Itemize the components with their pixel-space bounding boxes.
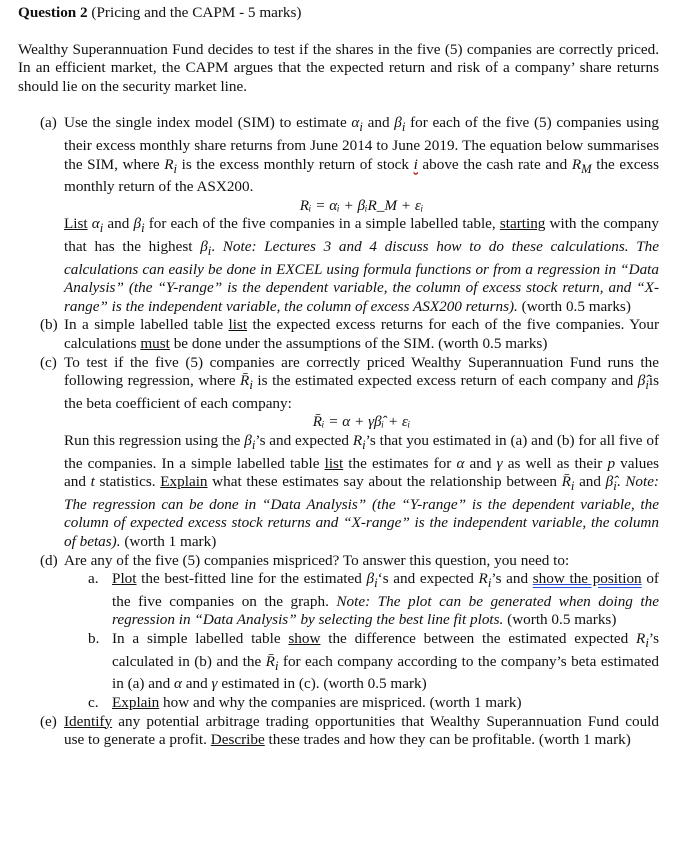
part-c-text: . xyxy=(616,473,626,491)
part-a-text: and xyxy=(362,114,395,132)
part-d-b-text: estimated in (c). (worth 0.5 mark) xyxy=(217,675,427,693)
subscript-i: i xyxy=(401,120,406,135)
subscript-i: i xyxy=(645,636,649,651)
subscript-i: i xyxy=(251,438,256,453)
subscript-i: i xyxy=(249,378,253,393)
subscript-i: i xyxy=(570,479,575,494)
part-d-b xyxy=(18,630,659,694)
part-d xyxy=(18,552,659,571)
R-symbol: R xyxy=(636,630,646,648)
part-d-text: Are any of the five (5) companies mispriced? To answer this question, you need to: xyxy=(64,551,570,569)
list-keyword: List xyxy=(64,215,88,233)
t-symbol: t xyxy=(90,473,95,491)
subscript-i: i xyxy=(487,576,492,591)
part-d-a-text: the best-fitted line for the estimated xyxy=(136,570,367,588)
alpha-symbol: α xyxy=(456,454,465,472)
part-d-b-text: ’s calculated in (b) and the xyxy=(112,630,659,670)
part-c-text: To test if the five (5) companies are correctly priced Wealthy Superannuation Fund runs the following regression, where xyxy=(64,353,659,390)
part-e-text: any potential arbitrage trading opportunities that Wealthy Superannuation Fund could use to generate a profit. xyxy=(64,712,659,749)
beta-symbol: β xyxy=(394,114,402,132)
explain-keyword: Explain xyxy=(160,473,208,491)
subscript-i: i xyxy=(645,378,649,393)
part-e xyxy=(18,713,659,750)
part-c-text: and xyxy=(464,454,497,472)
part-d-a-label: a. xyxy=(88,570,99,588)
part-d-b-text: In a simple labelled table xyxy=(112,630,289,648)
part-c-worth: (worth 1 mark) xyxy=(120,533,217,551)
subscript-i: i xyxy=(141,221,145,236)
part-c-instructions xyxy=(64,432,659,552)
part-d-a-note: Note: The plot can be generated when doing the regression in “Data Analysis” by selecting the best line fit plots. xyxy=(112,592,659,629)
part-e-text: these trades and how they can be profitable. (worth 1 mark) xyxy=(264,731,631,749)
part-d-b-text: the difference between the estimated expected xyxy=(320,630,637,648)
subscript-i: i xyxy=(274,658,279,673)
part-b-text: be done under the assumptions of the SIM. (worth 0.5 marks) xyxy=(169,335,548,353)
question-parts xyxy=(18,114,659,749)
subscript-M: M xyxy=(581,161,592,176)
part-d-b-label: b. xyxy=(88,630,100,648)
regression-equation: R̄ᵢ = α + γβ̂ᵢ + εᵢ xyxy=(312,413,411,431)
part-a-text: above the cash rate and xyxy=(417,155,572,173)
identify-keyword: Identify xyxy=(64,712,113,730)
part-a-text: for each of the five companies in a simple labelled table, xyxy=(144,215,500,233)
betahat-symbol: β̂ xyxy=(637,372,646,390)
alpha-symbol: α xyxy=(91,215,100,233)
part-a-text: is the excess monthly return of stock xyxy=(177,155,414,173)
R-symbol: R xyxy=(352,432,363,450)
part-c-text: ’s that you estimated in (a) and (b) for all five of the companies. In a simple labelled table xyxy=(64,432,659,472)
subscript-i: i xyxy=(374,576,378,591)
subscript-i: i xyxy=(99,221,104,236)
part-a-instructions: List $\alpha_i$ and $\beta_i$ for each of the five companies in a simple labelled table, starting with the company that has the highest $\beta_i$. Note: Lectures 3 and 4 discuss how to do these calculations. The calculations can easily be done in EXCEL using formula functions or from a regression in “Data Analysis” (the “Y-range” is the dependent variable, the column of excess stock return, and “X-range” is the independent variable, the column of excess ASX200 returns). (worth 0.5 marks) xyxy=(64,215,659,315)
plot-keyword: Plot xyxy=(112,570,137,588)
sim-equation: Rᵢ = αᵢ + βᵢR_M + εᵢ xyxy=(299,196,424,214)
beta-symbol: β xyxy=(133,215,142,233)
subscript-i: i xyxy=(613,479,617,494)
part-e-label: (e) xyxy=(40,712,57,730)
part-a-label: (a) xyxy=(40,114,57,132)
part-c-text: Run this regression using the xyxy=(64,432,245,450)
part-a-text: the excess monthly return of the ASX200. xyxy=(64,155,659,196)
part-c-text: ’s and expected xyxy=(255,432,353,450)
part-a-text: for each of the five (5) companies using their excess monthly share returns from June 2014 to June 2019. The equation below summarises the SIM, where xyxy=(64,114,659,173)
part-c-text: is the estimated expected excess return of each company and xyxy=(252,372,638,390)
explain-keyword: Explain xyxy=(112,693,160,711)
part-c-text: is the beta coefficient of each company: xyxy=(64,372,659,412)
RM-symbol: R xyxy=(571,155,582,173)
part-b-text: the expected excess returns for each of the five companies. Your calculations xyxy=(64,316,660,353)
part-c-text: what these estimates say about the relationship between xyxy=(207,473,562,491)
beta-symbol: β xyxy=(244,432,252,450)
alpha-symbol: α xyxy=(351,114,360,132)
part-d-c-label: c. xyxy=(88,693,99,711)
part-b-text: In a simple labelled table xyxy=(64,316,229,334)
part-c-text: and xyxy=(574,473,606,491)
betahat-symbol: β̂ xyxy=(605,473,614,491)
R-symbol: R xyxy=(164,155,174,173)
part-c-text: values and xyxy=(64,454,659,491)
intro-paragraph: Wealthy Superannuation Fund decides to test if the shares in the five (5) companies are correctly priced. In an efficient market, the CAPM argues that the expected return and risk of a company’ share returns should lie on the security market line. xyxy=(18,40,659,95)
part-d-c-text: how and why the companies are mispriced. (worth 1 mark) xyxy=(159,693,522,711)
Rbar-symbol: R̄ xyxy=(265,652,275,670)
show-position-keyword: show the position xyxy=(532,570,642,588)
part-d-a-text: ‘s and expected xyxy=(377,570,479,588)
part-d-c xyxy=(18,694,659,713)
question-number: Question 2 xyxy=(18,4,88,21)
part-c-label: (c) xyxy=(40,353,57,371)
part-a-note: Note: Lectures 3 and 4 discuss how to do these calculations. The calculations can easily be done in EXCEL using formula functions or from a regression in “Data Analysis” (the “Y-range” is the dependent variable, the column of excess stock return, and “X-range” is the independent variable, the column of excess ASX200 returns). xyxy=(64,238,659,315)
question-subtitle: (Pricing and the CAPM - 5 marks) xyxy=(87,4,302,21)
alpha-symbol: α xyxy=(174,675,182,693)
part-d-a-text: ’s and xyxy=(491,570,533,588)
subscript-i: i xyxy=(173,161,178,176)
part-c-text: as well as their xyxy=(502,454,608,472)
gamma-symbol: γ xyxy=(496,454,503,472)
list-keyword: list xyxy=(228,316,248,334)
part-d-a-text: of the five companies on the graph. xyxy=(112,570,659,610)
starting-keyword: starting xyxy=(499,215,546,233)
describe-keyword: Describe xyxy=(210,731,265,749)
subscript-i: i xyxy=(362,438,366,453)
part-d-b-text: and xyxy=(181,675,212,693)
part-d-label: (d) xyxy=(40,551,58,569)
part-d-a xyxy=(18,570,659,630)
part-b xyxy=(18,316,659,353)
part-c-note: Note: The regression can be done in “Data Analysis” (the “Y-range” is the dependent variable, the column of expected excess stock returns and “X-range” is the independent variable, the column of betas). xyxy=(64,473,659,551)
stock-i-symbol: i xyxy=(413,155,418,173)
part-d-a-worth: (worth 0.5 marks) xyxy=(503,611,617,629)
Rbar-symbol: R̄ xyxy=(240,372,250,390)
Rbar-symbol: R̄ xyxy=(561,473,571,491)
part-b-label: (b) xyxy=(40,316,58,334)
part-a-text: with the company that has the highest xyxy=(64,215,659,256)
part-a-text: Use the single index model (SIM) to estimate xyxy=(64,114,347,132)
beta-symbol: β xyxy=(366,570,375,588)
part-c xyxy=(18,354,659,552)
question-heading xyxy=(18,4,659,23)
part-c-text: the estimates for xyxy=(343,454,457,472)
p-symbol: p xyxy=(607,454,616,472)
subscript-i: i xyxy=(359,120,363,135)
part-a xyxy=(18,114,659,316)
subscript-i: i xyxy=(207,244,212,259)
show-keyword: show xyxy=(288,630,321,648)
part-a-worth: (worth 0.5 marks) xyxy=(517,297,631,315)
R-symbol: R xyxy=(478,570,488,588)
part-c-text: statistics. xyxy=(94,473,161,491)
beta-symbol: β xyxy=(200,238,208,256)
part-d-b-text: for each company according to the company’s beta estimated in (a) and xyxy=(112,652,660,693)
must-keyword: must xyxy=(140,335,170,353)
list-keyword: list xyxy=(324,454,344,472)
gamma-symbol: γ xyxy=(211,675,218,693)
part-a-text: and xyxy=(103,215,134,233)
